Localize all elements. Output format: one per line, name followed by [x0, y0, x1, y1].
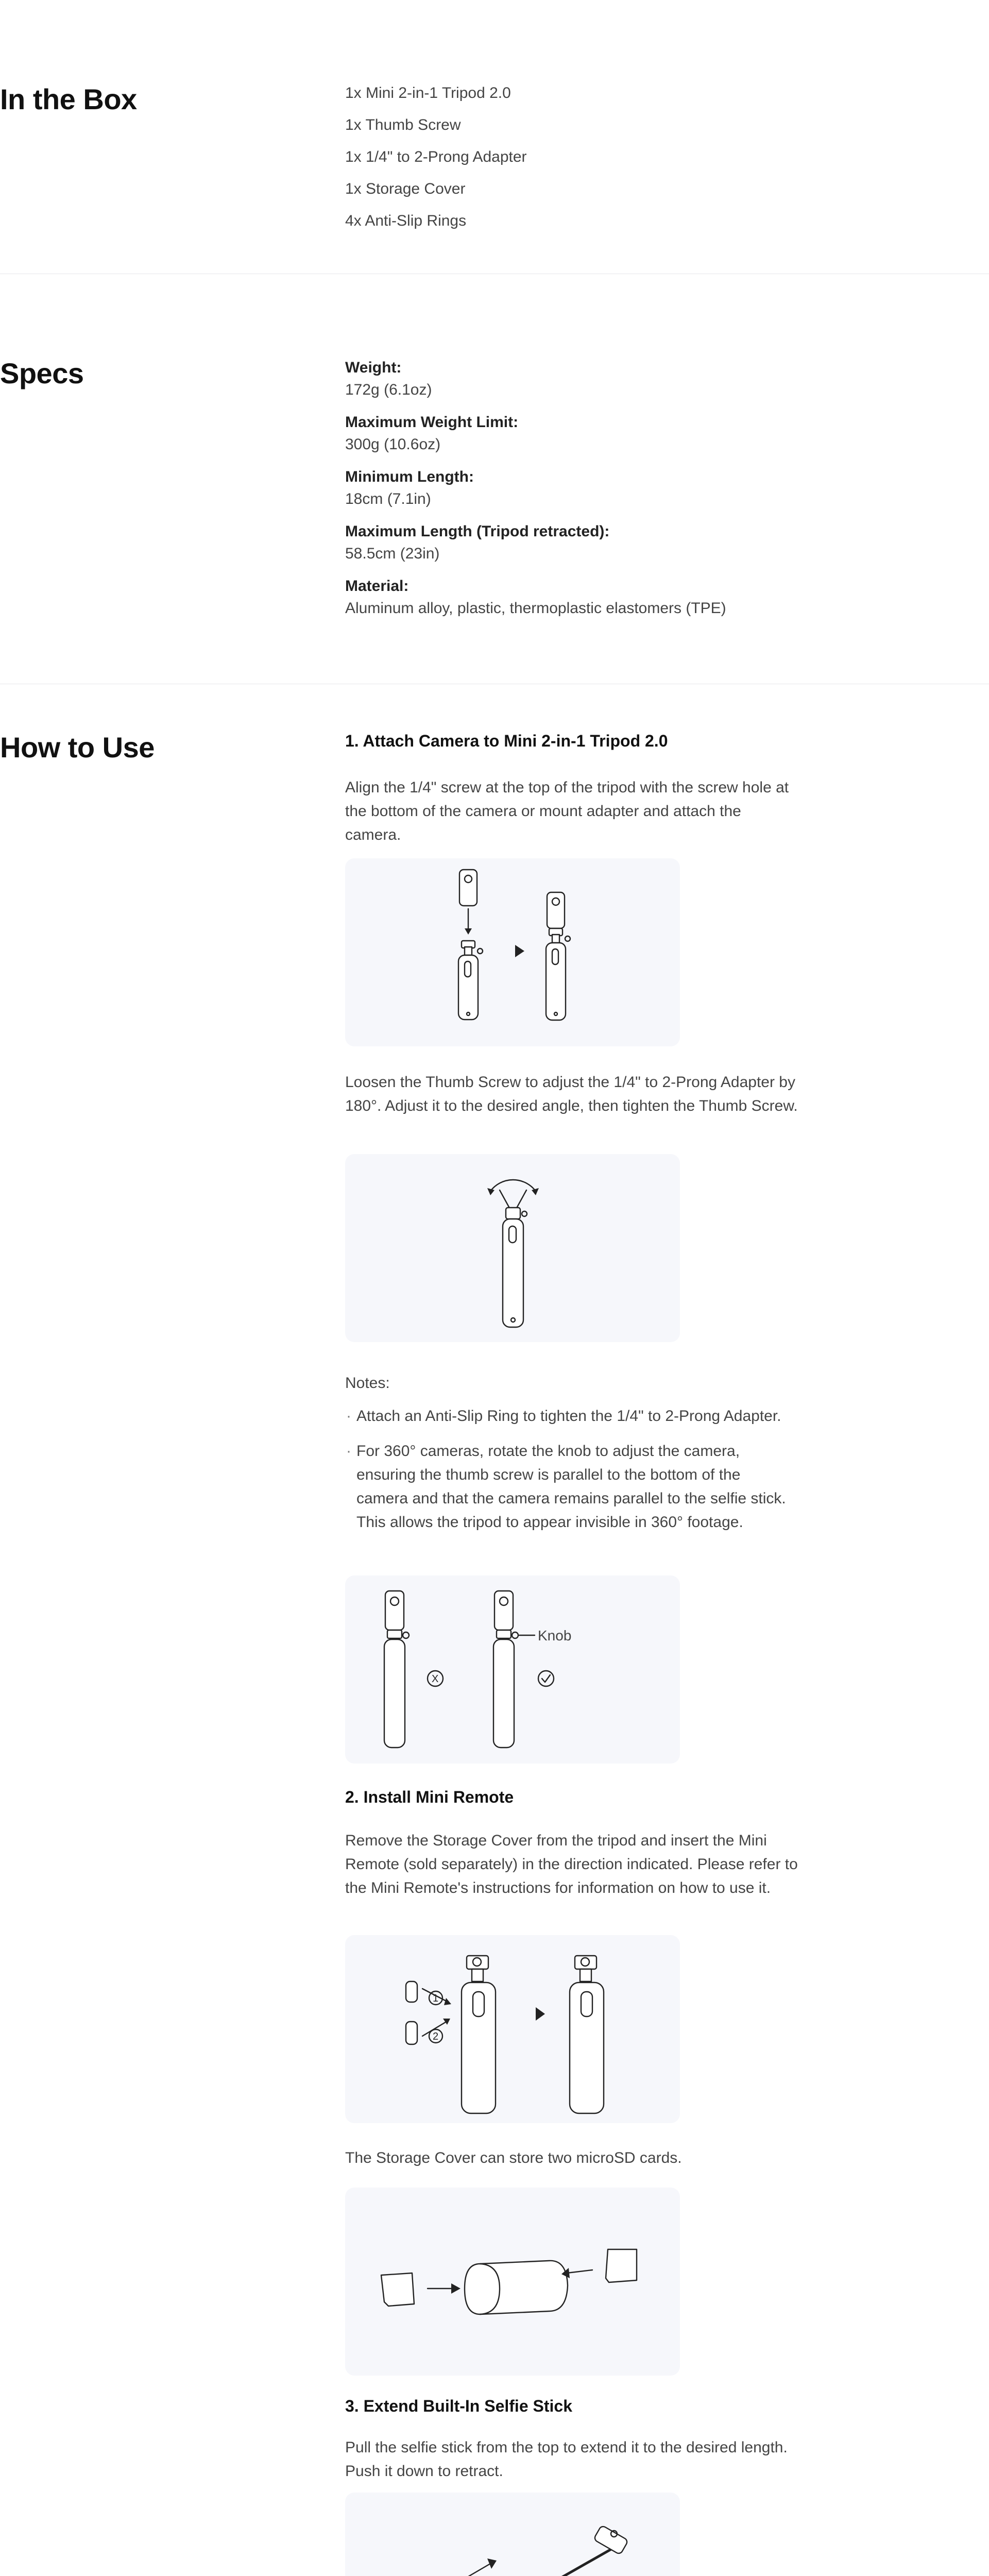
- step-1-para-2: Loosen the Thumb Screw to adjust the 1/4" to 2-Prong Adapter by 180°. Adjust it to the desired angle, then tighten the Thumb Screw.: [345, 1074, 798, 1114]
- step-1-title: [345, 730, 809, 752]
- attach-camera-illustration: [345, 858, 680, 1046]
- step-2-para-1: Remove the Storage Cover from the tripod and insert the Mini Remote (sold separately) in the direction indicated. Please refer to the Mini Remote's instructions for information on how to use it.: [345, 1832, 798, 1896]
- step-3-para-1: Pull the selfie stick from the top to extend it to the desired length. Push it down to retract.: [345, 2439, 788, 2480]
- spec-value: 300g (10.6oz): [345, 436, 441, 453]
- specs-title: Specs: [0, 357, 84, 389]
- spec-label: Material:: [345, 578, 409, 595]
- spec-max-weight: [345, 411, 809, 455]
- spec-value: 172g (6.1oz): [345, 381, 432, 398]
- extend-selfie-stick-illustration: [345, 2493, 680, 2576]
- list-item: 1x Thumb Screw: [345, 116, 461, 133]
- spec-value: 58.5cm (23in): [345, 545, 440, 562]
- step-1-notes: [345, 1404, 809, 1534]
- spec-value: Aluminum alloy, plastic, thermoplastic elastomers (TPE): [345, 600, 726, 617]
- list-item: 1x Storage Cover: [345, 180, 466, 197]
- spec-max-length: [345, 520, 809, 565]
- step-title: 1. Attach Camera to Mini 2-in-1 Tripod 2.0: [345, 732, 668, 750]
- figure-knob-orientation: [345, 1575, 680, 1764]
- install-remote-illustration: [345, 1935, 680, 2123]
- spec-label: Weight:: [345, 359, 402, 376]
- figure-adjust-adapter: [345, 1154, 680, 1342]
- figure-attach-camera: [345, 858, 680, 1046]
- in-the-box-title: In the Box: [0, 83, 137, 115]
- wrong-mark-label: X: [432, 1673, 439, 1685]
- list-item: 1x 1/4" to 2-Prong Adapter: [345, 148, 527, 165]
- step-title: 3. Extend Built-In Selfie Stick: [345, 2397, 572, 2415]
- knob-label: Knob: [538, 1628, 572, 1643]
- spec-material: [345, 575, 809, 619]
- figure-install-remote: [345, 1935, 680, 2123]
- figure-extend-selfie-stick: [345, 2493, 680, 2576]
- step-2-title: [345, 1786, 809, 1808]
- in-the-box-list: [345, 81, 809, 233]
- step-1-marker: 1: [433, 1993, 439, 2004]
- how-to-use-section: [0, 684, 989, 2576]
- knob-orientation-illustration: [345, 1575, 680, 1764]
- step-2-marker: 2: [433, 2031, 439, 2042]
- step-3-title: [345, 2395, 809, 2417]
- spec-label: Minimum Length:: [345, 468, 474, 485]
- spec-value: 18cm (7.1in): [345, 490, 431, 507]
- adjust-adapter-illustration: [345, 1154, 680, 1342]
- specs-list: [345, 357, 809, 630]
- spec-label: Maximum Weight Limit:: [345, 414, 519, 431]
- note-item: · Attach an Anti-Slip Ring to tighten the 1/4" to 2-Prong Adapter.: [345, 1404, 809, 1428]
- list-item: 4x Anti-Slip Rings: [345, 212, 467, 229]
- step-1-notes-title: Notes:: [345, 1375, 390, 1392]
- step-2-para-2: The Storage Cover can store two microSD cards.: [345, 2149, 682, 2166]
- spec-min-length: [345, 466, 809, 510]
- in-the-box-section: [0, 0, 989, 274]
- list-item: 1x Mini 2-in-1 Tripod 2.0: [345, 84, 511, 101]
- figure-storage-cover: [345, 2188, 680, 2376]
- how-to-use-title: How to Use: [0, 731, 155, 764]
- step-title: 2. Install Mini Remote: [345, 1788, 514, 1806]
- storage-cover-illustration: [345, 2188, 680, 2376]
- spec-label: Maximum Length (Tripod retracted):: [345, 523, 610, 540]
- spec-weight: [345, 357, 809, 401]
- note-item: · For 360° cameras, rotate the knob to adjust the camera, ensuring the thumb screw is parallel to the bottom of the camera and that the camera remains parallel to the selfie stick. This allows the tripod to appear invisible in 360° footage.: [345, 1439, 788, 1534]
- specs-section: [0, 274, 989, 684]
- step-1-para-1: Align the 1/4" screw at the top of the tripod with the screw hole at the bottom of the camera or mount adapter and attach the camera.: [345, 779, 789, 843]
